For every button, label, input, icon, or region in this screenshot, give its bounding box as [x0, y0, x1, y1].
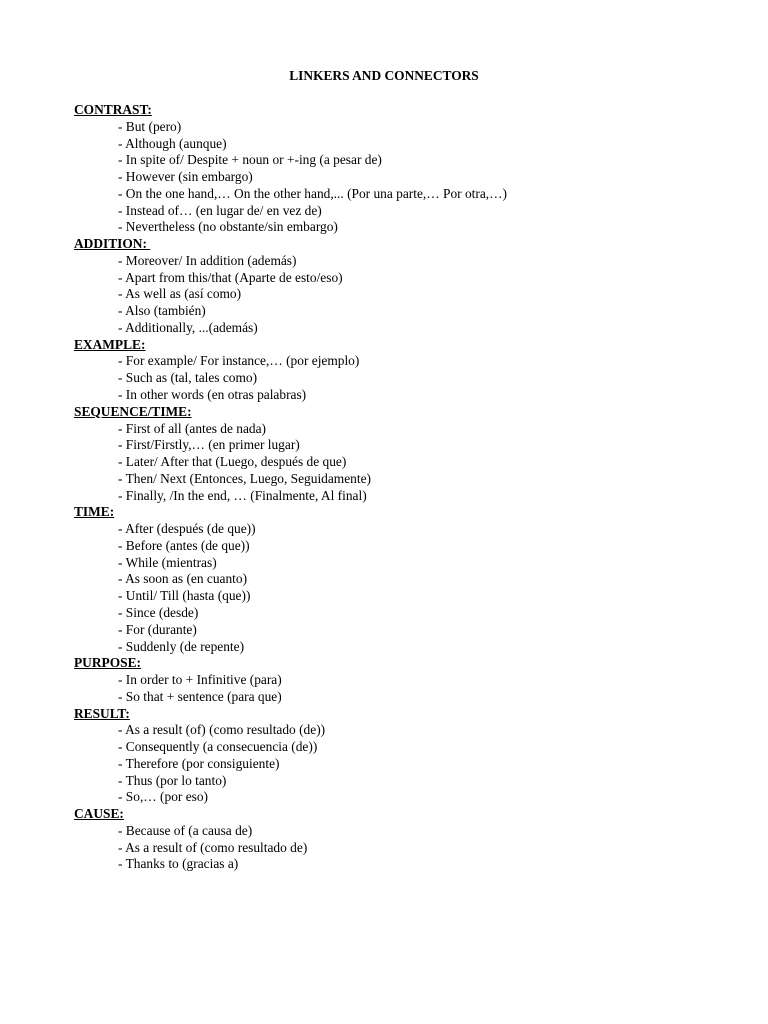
list-item: - As well as (así como) — [118, 286, 242, 302]
section-heading-text: ADDITION: — [74, 236, 151, 252]
list-item: - Additionally, ...(además) — [118, 319, 258, 335]
list-item: - Moreover/ In addition (además) — [118, 252, 297, 268]
section-heading-text: PURPOSE: — [74, 655, 141, 671]
list-item: - Later/ After that (Luego, después de que) — [118, 454, 347, 470]
section-heading-text: CONTRAST — [74, 102, 148, 117]
list-item: - Finally, /In the end, … (Finalmente, Al final) — [118, 487, 367, 503]
section-heading — [74, 337, 728, 354]
list-item: - But (pero) — [118, 118, 182, 134]
list-item: - Consequently (a consecuencia (de)) — [118, 739, 318, 755]
list-item: - Therefore (por consiguiente) — [118, 755, 280, 771]
section-time — [74, 504, 728, 655]
section-cause — [74, 806, 728, 873]
list-item: - On the one hand,… On the other hand,... (Por una parte,… Por otra,…) — [118, 185, 507, 201]
section-heading-text: RESULT: — [74, 705, 130, 721]
list-item: - After (después (de que)) — [118, 521, 256, 537]
section-contrast — [74, 102, 728, 236]
section-heading-suffix: : — [147, 102, 152, 117]
list-item: - Nevertheless (no obstante/sin embargo) — [118, 219, 338, 235]
list-item: - For example/ For instance,… (por ejemplo) — [118, 353, 360, 369]
list-item: - So,… (por eso) — [118, 789, 209, 805]
list-item: - As soon as (en cuanto) — [118, 571, 248, 587]
section-heading-text: EXAMPLE: — [74, 336, 146, 352]
section-heading — [74, 706, 728, 723]
list-item: - While (mientras) — [118, 554, 217, 570]
list-item: - In order to + Infinitive (para) — [118, 672, 282, 688]
list-item: - Such as (tal, tales como) — [118, 370, 258, 386]
list-item: - For (durante) — [118, 621, 197, 637]
list-item: - Thus (por lo tanto) — [118, 772, 227, 788]
list-item: - Since (desde) — [118, 604, 199, 620]
section-heading-text: SEQUENCE/TIME: — [74, 403, 192, 419]
list-item: - Although (aunque) — [118, 135, 227, 151]
linkers-list — [74, 102, 728, 873]
list-item: - In spite of/ Despite + noun or +-ing (a pesar de) — [118, 152, 382, 168]
list-item: - Then/ Next (Entonces, Luego, Seguidamente) — [118, 470, 371, 486]
list-item: - However (sin embargo) — [118, 169, 253, 185]
section-heading — [74, 504, 728, 521]
list-item: - First of all (antes de nada) — [118, 420, 266, 436]
section-heading — [74, 655, 728, 672]
list-item: - Before (antes (de que)) — [118, 537, 250, 553]
list-item: - As a result of (como resultado de) — [118, 839, 308, 855]
list-item: - As a result (of) (como resultado (de)) — [118, 722, 326, 738]
list-item: - Instead of… (en lugar de/ en vez de) — [118, 202, 322, 218]
document-title: LINKERS AND CONNECTORS — [289, 68, 479, 83]
section-example — [74, 337, 728, 404]
list-item: - Thanks to (gracias a) — [118, 856, 239, 872]
list-item: - Apart from this/that (Aparte de esto/eso) — [118, 269, 343, 285]
list-item: - Because of (a causa de) — [118, 822, 253, 838]
section-addition — [74, 236, 728, 337]
section-heading — [74, 806, 728, 823]
list-item: - Also (también) — [118, 303, 206, 319]
list-item: - In other words (en otras palabras) — [118, 387, 307, 403]
list-item: - Until/ Till (hasta (que)) — [118, 588, 251, 604]
list-item: - So that + sentence (para que) — [118, 688, 282, 704]
section-heading — [74, 102, 728, 119]
section-heading-text: CAUSE: — [74, 806, 124, 822]
section-heading-text: TIME: — [74, 504, 115, 520]
section-purpose — [74, 655, 728, 705]
section-heading — [74, 236, 728, 253]
section-sequence-time — [74, 404, 728, 505]
list-item: - Suddenly (de repente) — [118, 638, 245, 654]
section-heading — [74, 404, 728, 421]
section-result — [74, 706, 728, 807]
list-item: - First/Firstly,… (en primer lugar) — [118, 437, 300, 453]
